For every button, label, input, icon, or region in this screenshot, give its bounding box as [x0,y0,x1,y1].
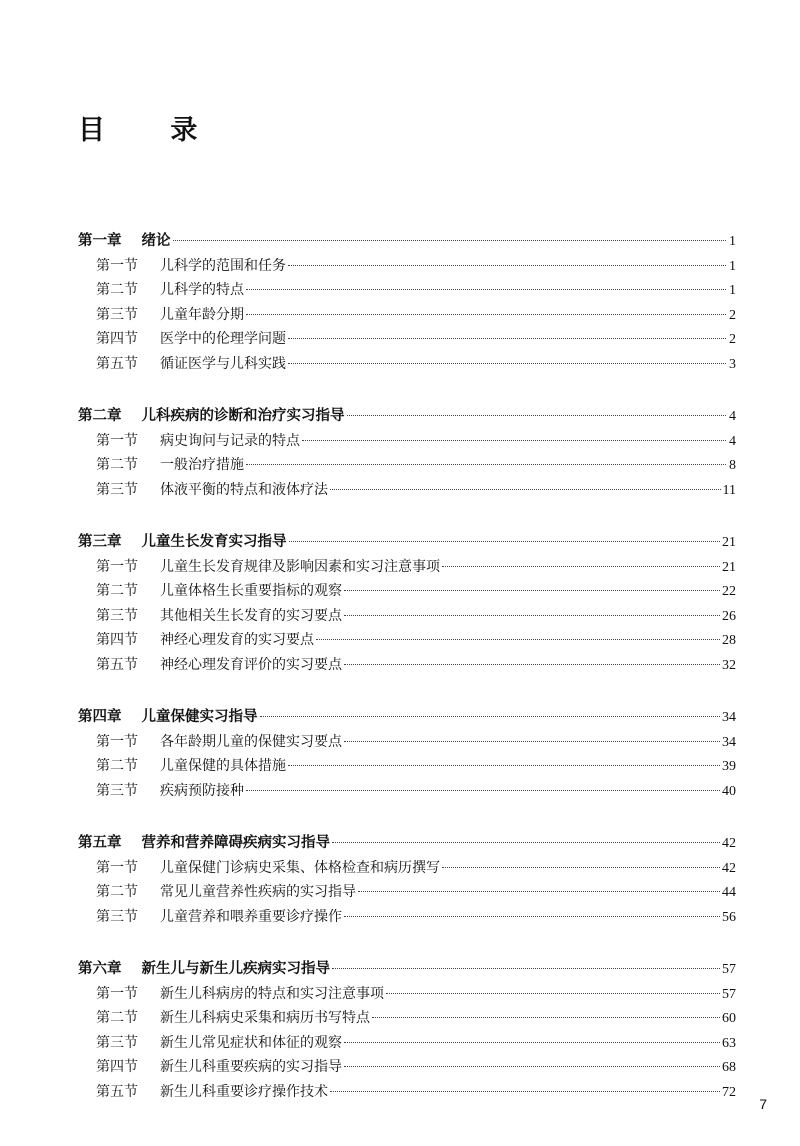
section-title: 儿童年龄分期 [160,306,244,323]
dot-leader [386,993,720,994]
section-number: 第四节 [96,331,138,347]
section-number: 第三节 [96,1034,138,1051]
section-page-number: 3 [729,356,736,372]
dot-leader [358,891,720,892]
toc-section-entry[interactable] [78,856,736,881]
section-page-number: 40 [722,783,736,799]
toc-chapter-entry[interactable] [78,957,736,982]
toc-section-entry[interactable] [78,1006,736,1031]
dot-leader [344,590,720,591]
section-number: 第一节 [96,558,138,575]
toc-section-entry[interactable] [78,779,736,804]
dot-leader [288,363,726,364]
section-title: 神经心理发育的实习要点 [160,632,314,648]
dot-leader [316,639,720,640]
chapter-title: 新生儿与新生儿疾病实习指导 [141,961,330,977]
section-page-number: 39 [722,759,736,774]
page-title: 目 录 [78,115,226,146]
chapter-title: 营养和营养障碍疾病实习指导 [141,835,330,851]
toc-chapter-group [78,705,736,803]
section-title: 神经心理发育评价的实习要点 [160,656,342,673]
toc-section-entry[interactable] [78,555,736,580]
toc-chapter-group [78,831,736,929]
section-title: 体液平衡的特点和液体疗法 [160,481,328,498]
section-page-number: 4 [729,433,736,449]
dot-leader [260,716,721,717]
dot-leader [289,541,721,542]
toc-section-entry[interactable] [78,880,736,905]
toc-section-entry[interactable] [78,453,736,478]
dot-leader [347,415,727,416]
section-page-number: 44 [722,885,736,900]
toc-chapter-group [78,530,736,677]
section-title: 新生儿常见症状和体征的观察 [160,1034,342,1051]
chapter-title: 绪论 [141,233,171,249]
section-page-number: 32 [722,657,736,673]
section-number: 第三节 [96,607,138,624]
toc-section-entry[interactable] [78,254,736,279]
chapter-title: 儿童保健实习指导 [141,709,258,725]
section-number: 第二节 [96,583,138,599]
section-page-number: 56 [722,909,736,925]
chapter-title: 儿科疾病的诊断和治疗实习指导 [141,408,345,424]
dot-leader [288,338,726,339]
section-page-number: 26 [722,608,736,624]
section-title: 一般治疗措施 [160,457,244,473]
section-number: 第五节 [96,1083,138,1100]
dot-leader [344,615,720,616]
chapter-page-number: 57 [722,962,736,977]
dot-leader [302,440,726,441]
toc-section-entry[interactable] [78,278,736,303]
section-page-number: 60 [722,1011,736,1026]
section-page-number: 42 [722,860,736,876]
section-title: 其他相关生长发育的实习要点 [160,607,342,624]
section-number: 第二节 [96,457,138,473]
section-title: 新生儿科重要疾病的实习指导 [160,1059,342,1075]
dot-leader [246,464,726,465]
section-title: 疾病预防接种 [160,782,244,799]
section-page-number: 8 [729,458,736,473]
dot-leader [173,240,727,241]
dot-leader [246,790,720,791]
section-title: 儿童营养和喂养重要诊疗操作 [160,908,342,925]
section-number: 第三节 [96,306,138,323]
section-page-number: 63 [722,1035,736,1051]
toc-section-entry[interactable] [78,730,736,755]
section-page-number: 57 [722,986,736,1002]
section-number: 第五节 [96,355,138,372]
section-title: 循证医学与儿科实践 [160,355,286,372]
section-page-number: 2 [729,332,736,347]
toc-section-entry[interactable] [78,1055,736,1080]
section-title: 医学中的伦理学问题 [160,331,286,347]
section-number: 第一节 [96,733,138,750]
toc-chapter-entry[interactable] [78,404,736,429]
section-page-number: 34 [722,734,736,750]
chapter-number: 第三章 [78,534,122,550]
section-number: 第四节 [96,1059,138,1075]
toc-chapter-entry[interactable] [78,229,736,254]
chapter-title: 儿童生长发育实习指导 [141,534,287,550]
section-page-number: 1 [729,283,736,298]
toc-chapter-entry[interactable] [78,831,736,856]
toc-section-entry[interactable] [78,352,736,377]
section-title: 儿童保健门诊病史采集、体格检查和病历撰写 [160,859,440,876]
dot-leader [330,489,721,490]
toc-section-entry[interactable] [78,429,736,454]
dot-leader [246,289,726,290]
chapter-page-number: 34 [722,710,736,725]
toc-section-entry[interactable] [78,653,736,678]
dot-leader [330,1091,720,1092]
dot-leader [344,664,720,665]
section-number: 第一节 [96,257,138,274]
toc-section-entry[interactable] [78,303,736,328]
chapter-number: 第一章 [78,233,122,249]
chapter-page-number: 1 [729,234,736,249]
toc-section-entry[interactable] [78,982,736,1007]
section-number: 第二节 [96,758,138,774]
section-title: 儿童保健的具体措施 [160,758,286,774]
section-title: 各年龄期儿童的保健实习要点 [160,733,342,750]
dot-leader [372,1017,720,1018]
toc-chapter-group [78,229,736,376]
toc-chapter-entry[interactable] [78,705,736,730]
section-title: 儿科学的特点 [160,282,244,298]
dot-leader [344,1042,720,1043]
toc-section-entry[interactable] [78,905,736,930]
toc-chapter-group [78,957,736,1104]
dot-leader [442,867,720,868]
section-number: 第二节 [96,282,138,298]
section-page-number: 21 [722,559,736,575]
dot-leader [442,566,720,567]
toc-section-entry[interactable] [78,1031,736,1056]
section-number: 第三节 [96,481,138,498]
section-title: 儿童生长发育规律及影响因素和实习注意事项 [160,558,440,575]
dot-leader [332,968,720,969]
section-number: 第四节 [96,632,138,648]
section-title: 儿童体格生长重要指标的观察 [160,583,342,599]
dot-leader [344,916,720,917]
toc-section-entry[interactable] [78,604,736,629]
section-page-number: 1 [729,258,736,274]
section-number: 第一节 [96,859,138,876]
chapter-page-number: 42 [722,836,736,851]
section-title: 新生儿科病史采集和病历书写特点 [160,1010,370,1026]
dot-leader [344,1066,720,1067]
toc-section-entry[interactable] [78,1080,736,1105]
toc-section-entry[interactable] [78,478,736,503]
section-title: 病史询问与记录的特点 [160,432,300,449]
chapter-number: 第四章 [78,709,122,725]
section-page-number: 22 [722,584,736,599]
section-number: 第五节 [96,656,138,673]
dot-leader [288,765,720,766]
page-number: 7 [759,1096,767,1112]
section-number: 第二节 [96,1010,138,1026]
section-page-number: 68 [722,1060,736,1075]
toc-chapter-group [78,404,736,502]
section-number: 第三节 [96,782,138,799]
section-number: 第一节 [96,985,138,1002]
dot-leader [344,741,720,742]
section-title: 常见儿童营养性疾病的实习指导 [160,884,356,900]
section-title: 新生儿科病房的特点和实习注意事项 [160,985,384,1002]
dot-leader [288,265,726,266]
chapter-page-number: 4 [729,409,736,424]
section-title: 新生儿科重要诊疗操作技术 [160,1083,328,1100]
dot-leader [246,314,726,315]
section-page-number: 28 [722,633,736,648]
section-number: 第三节 [96,908,138,925]
chapter-page-number: 21 [722,535,736,550]
chapter-number: 第二章 [78,408,122,424]
dot-leader [332,842,720,843]
toc-section-entry[interactable] [78,628,736,653]
table-of-contents [78,229,736,1132]
chapter-number: 第六章 [78,961,122,977]
toc-section-entry[interactable] [78,754,736,779]
section-page-number: 2 [729,307,736,323]
section-number: 第一节 [96,432,138,449]
section-title: 儿科学的范围和任务 [160,257,286,274]
section-number: 第二节 [96,884,138,900]
section-page-number: 72 [722,1084,736,1100]
chapter-number: 第五章 [78,835,122,851]
toc-section-entry[interactable] [78,327,736,352]
section-page-number: 11 [722,482,736,498]
toc-section-entry[interactable] [78,579,736,604]
toc-chapter-entry[interactable] [78,530,736,555]
